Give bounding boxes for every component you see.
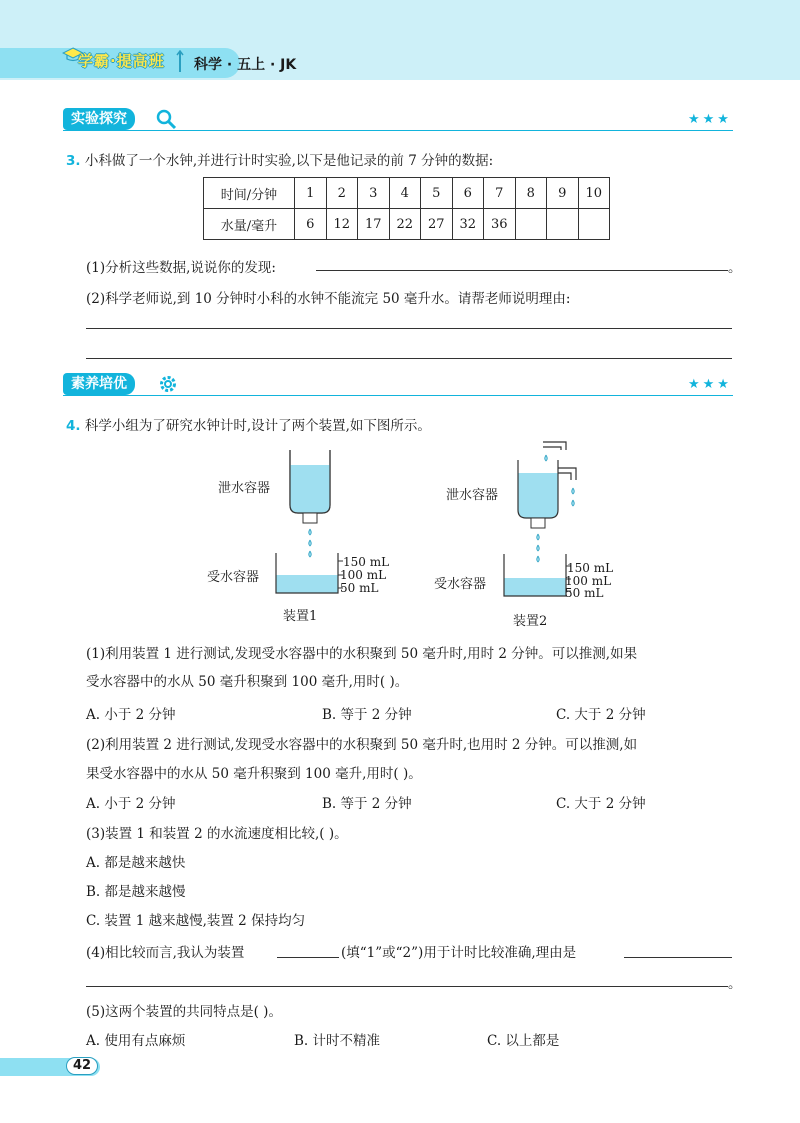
q4-part5: (5)这两个装置的共同特点是( )。	[86, 1004, 282, 1020]
scale-100: 100 mL	[565, 574, 612, 588]
option-b[interactable]: B. 等于 2 分钟	[322, 707, 412, 723]
section-title: 实验探究	[71, 111, 127, 127]
section-rule	[63, 130, 733, 131]
difficulty-stars: ★★★	[688, 112, 732, 127]
answer-blank-device[interactable]	[277, 957, 339, 958]
q4-part1-line1: (1)利用装置 1 进行测试,发现受水容器中的水积聚到 50 毫升时,用时 2 分钟。可以推测,如果	[86, 646, 638, 662]
q4-part2-line2: 果受水容器中的水从 50 毫升积聚到 100 毫升,用时( )。	[86, 766, 422, 782]
q4-part4-prefix: (4)相比较而言,我认为装置	[86, 945, 245, 961]
scale-100: 100 mL	[340, 568, 387, 582]
scale-50: 50 mL	[565, 586, 604, 600]
option-a[interactable]: A. 都是越来越快	[86, 855, 186, 871]
data-table	[203, 177, 610, 240]
table-cell-blank[interactable]	[578, 209, 610, 240]
drain-container-label: 泄水容器	[446, 488, 499, 503]
table-cell: 3	[358, 178, 390, 209]
scale-150: 150 mL	[343, 555, 390, 569]
table-cell: 6	[452, 178, 484, 209]
table-cell: 9	[547, 178, 579, 209]
question-number: 4.	[66, 418, 81, 434]
option-c[interactable]: C. 大于 2 分钟	[556, 796, 646, 812]
page-number: 42	[66, 1057, 98, 1075]
table-header-cell: 水量/毫升	[204, 209, 295, 240]
answer-blank[interactable]	[316, 270, 728, 271]
brand-title: 学霸·提高班	[78, 52, 165, 70]
q3-sub2: (2)科学老师说,到 10 分钟时小科的水钟不能流完 50 毫升水。请帮老师说明理由:	[86, 291, 571, 307]
question-text: 小科做了一个水钟,并进行计时实验,以下是他记录的前 7 分钟的数据:	[84, 153, 494, 169]
answer-blank-reason[interactable]	[624, 957, 732, 958]
table-header-cell: 时间/分钟	[204, 178, 295, 209]
table-cell-blank[interactable]	[547, 209, 579, 240]
period: 。	[728, 260, 742, 276]
table-cell-blank[interactable]	[515, 209, 547, 240]
q4-part1-line2: 受水容器中的水从 50 毫升积聚到 100 毫升,用时( )。	[86, 674, 409, 690]
option-b[interactable]: B. 等于 2 分钟	[322, 796, 412, 812]
table-cell: 10	[578, 178, 610, 209]
scale-150: 150 mL	[567, 561, 614, 575]
scale-50: 50 mL	[340, 581, 379, 595]
question-number: 3.	[66, 153, 81, 169]
option-b[interactable]: B. 计时不精准	[294, 1033, 381, 1049]
table-cell: 6	[295, 209, 327, 240]
table-row-volume	[204, 209, 610, 240]
subject-label: 科学 · 五上 · JK	[194, 57, 297, 73]
option-b[interactable]: B. 都是越来越慢	[86, 884, 186, 900]
table-cell: 1	[295, 178, 327, 209]
table-cell: 5	[421, 178, 453, 209]
table-row-time	[204, 178, 610, 209]
option-a[interactable]: A. 使用有点麻烦	[86, 1033, 186, 1049]
table-cell: 27	[421, 209, 453, 240]
table-cell: 17	[358, 209, 390, 240]
question-3	[66, 149, 493, 169]
q4-part2-line1: (2)利用装置 2 进行测试,发现受水容器中的水积聚到 50 毫升时,也用时 2 分钟。可以推测,如	[86, 737, 638, 753]
option-a[interactable]: A. 小于 2 分钟	[86, 796, 176, 812]
table-cell: 22	[389, 209, 421, 240]
table-cell: 7	[484, 178, 516, 209]
receive-container-label: 受水容器	[434, 577, 487, 592]
period: 。	[728, 976, 742, 992]
table-cell: 32	[452, 209, 484, 240]
option-a[interactable]: A. 小于 2 分钟	[86, 707, 176, 723]
section-banner-literacy	[63, 373, 135, 395]
q3-sub1: (1)分析这些数据,说说你的发现:	[86, 260, 276, 276]
table-cell: 4	[389, 178, 421, 209]
receive-container-label: 受水容器	[207, 570, 260, 585]
difficulty-stars: ★★★	[688, 377, 732, 392]
section-title: 素养培优	[71, 376, 127, 392]
device-2-caption: 装置2	[513, 614, 548, 629]
q4-part4-middle: (填“1”或“2”)用于计时比较准确,理由是	[341, 945, 577, 961]
drain-container-label: 泄水容器	[218, 481, 271, 496]
section-banner-experiment	[63, 108, 135, 130]
device-1-diagram	[270, 445, 350, 605]
question-text: 科学小组为了研究水钟计时,设计了两个装置,如下图所示。	[84, 418, 431, 434]
section-rule	[63, 395, 733, 396]
q4-part3: (3)装置 1 和装置 2 的水流速度相比较,( )。	[86, 826, 348, 842]
question-4	[66, 414, 431, 434]
option-c[interactable]: C. 以上都是	[487, 1033, 560, 1049]
table-cell: 8	[515, 178, 547, 209]
device-1-caption: 装置1	[283, 609, 318, 624]
magnifier-icon	[155, 108, 177, 130]
answer-line[interactable]	[86, 986, 728, 987]
table-cell: 12	[326, 209, 358, 240]
gear-icon	[158, 374, 178, 394]
table-cell: 36	[484, 209, 516, 240]
option-c[interactable]: C. 装置 1 越来越慢,装置 2 保持均匀	[86, 913, 306, 929]
table-cell: 2	[326, 178, 358, 209]
answer-line[interactable]	[86, 328, 732, 329]
option-c[interactable]: C. 大于 2 分钟	[556, 707, 646, 723]
pencil-divider-icon	[174, 50, 186, 74]
answer-line[interactable]	[86, 358, 732, 359]
